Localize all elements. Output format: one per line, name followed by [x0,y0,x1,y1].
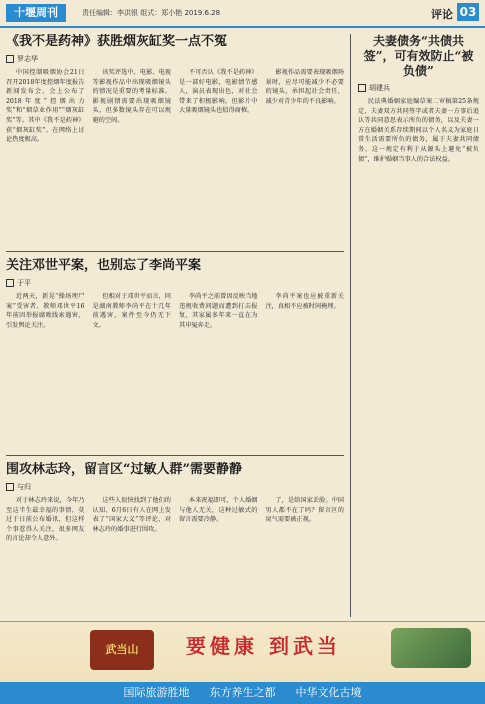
text-column: 中国控制吸烟协会21日召开2018年度控烟年度报告新闻发布会，会上公布了2018年度“控烟出力奖”和“烟草业作用”“烟灰缸奖”等。其中《我不是药神》获“烟灰缸奖”。在网络上讨论热度极高。 [6,69,85,144]
author-name: 与归 [17,483,31,491]
tagline-item: 国际旅游胜地 [123,686,190,699]
tagline-item: 中华文化古境 [295,686,362,699]
byline [358,83,479,93]
text-column: 但相对于邓世平而言，同是湖南教师李尚平在十几年前遇害，案件至今仍无下文。 [92,293,171,329]
brand-logo: 十堰周刊 [6,4,66,22]
editor-meta: 责任编辑：李洪银 组式：郑小艳 2019.6.28 [82,9,221,17]
text-column: 了，是给国家丢脸。中国男人都不在了吗？留言区的戾气需要被正视。 [265,497,344,524]
text-column: 对于林志玲来说，今年乃至这半生最幸福的事情，莫过于日前公布婚讯，但这样个事惹得人关注，很多网友的言论却令人意外。 [6,497,85,543]
byline [6,278,344,288]
author-name: 胡建兵 [369,84,390,92]
article-body: 民法典婚姻家庭编草案二审稿第25条规定，夫妻双方共同签字或者夫妻一方事后追认等共同意思表示所负的债务，以及夫妻一方在婚姻关系存续期间以个人名义为家庭日常生活需要所负的债务，属于夫妻共同债务。这一规定有利于从源头上避免“被负债”，维护婚姻当事人的合法权益。 [358,98,479,163]
text-column: 这些人很快找到了他们的认知，6月6日有人在网上发表了“国家大义”等评论，对林志玲的婚事进行围攻。 [92,497,171,533]
divider [6,251,344,252]
article-columns [6,292,344,442]
author-box-icon [6,279,14,287]
article-side-debt [358,34,479,617]
article-title: 围攻林志玲，留言区“过敏人群”需要静静 [6,462,242,477]
section-name: 评论 [431,8,453,21]
article-title: 《我不是药神》获胜烟灰缸奖一点不冤 [6,34,228,49]
author-box-icon [358,84,366,92]
text-column: 影视作品需要表现吸烟场景时，应尽可能减少不必要的镜头，承担起社会责任，减少对青少年的不良影响。 [265,69,344,105]
column-divider [350,34,351,617]
wudang-logo: 武当山 [90,630,154,670]
text-column: 近两天，新晃“操场埋尸案”受害者、教师邓世平16年前因举报腐败线索遇害，引发舆论关注。 [6,293,85,329]
article-yaoshen [6,34,344,244]
author-name: 罗志华 [17,55,38,63]
advertisement-banner[interactable] [0,621,485,704]
mountain-image [391,628,471,668]
text-column: 不可否认《我不是药神》是一部好电影，电影情节感人，演员表现出色，对社会带来了积极影响，但影片中大量吸烟镜头也值得商榷。 [179,69,258,115]
page-number: 03 [457,3,479,21]
byline [6,482,344,492]
article-title: 夫妻债务“共债共签”，可有效防止“被负债” [363,34,474,78]
article-columns [6,496,344,614]
text-column: 李尚平案也应被重新关注，真相不应被时间掩埋。 [265,293,344,310]
ad-tagline-bar [0,682,485,704]
page-header [0,0,485,28]
tagline-item: 东方养生之都 [209,686,276,699]
article-lishangping [6,258,344,448]
ad-slogan: 要健康 到武当 [186,634,341,658]
author-box-icon [6,483,14,491]
byline [6,54,344,64]
author-box-icon [6,55,14,63]
article-title: 关注邓世平案，也别忘了李尚平案 [6,258,202,273]
text-column: 该奖评选中，电影、电视等影视作品中出现吸烟镜头的情况是重要的考量标准。影视剧情需要出现吸烟镜头，但多数镜头存在可以规避的空间。 [92,69,171,124]
divider [6,455,344,456]
article-linzhiling [6,462,344,617]
author-name: 于平 [17,279,31,287]
text-column: 本来祝福即可，个人婚姻与他人无关，这种过敏式的留言需要冷静。 [179,497,258,524]
article-columns [6,68,344,238]
text-column: 李尚平之前曾因反映当地违规收费问题而遭到打击报复，其家属多年来一直在为其申冤奔走。 [179,293,258,329]
